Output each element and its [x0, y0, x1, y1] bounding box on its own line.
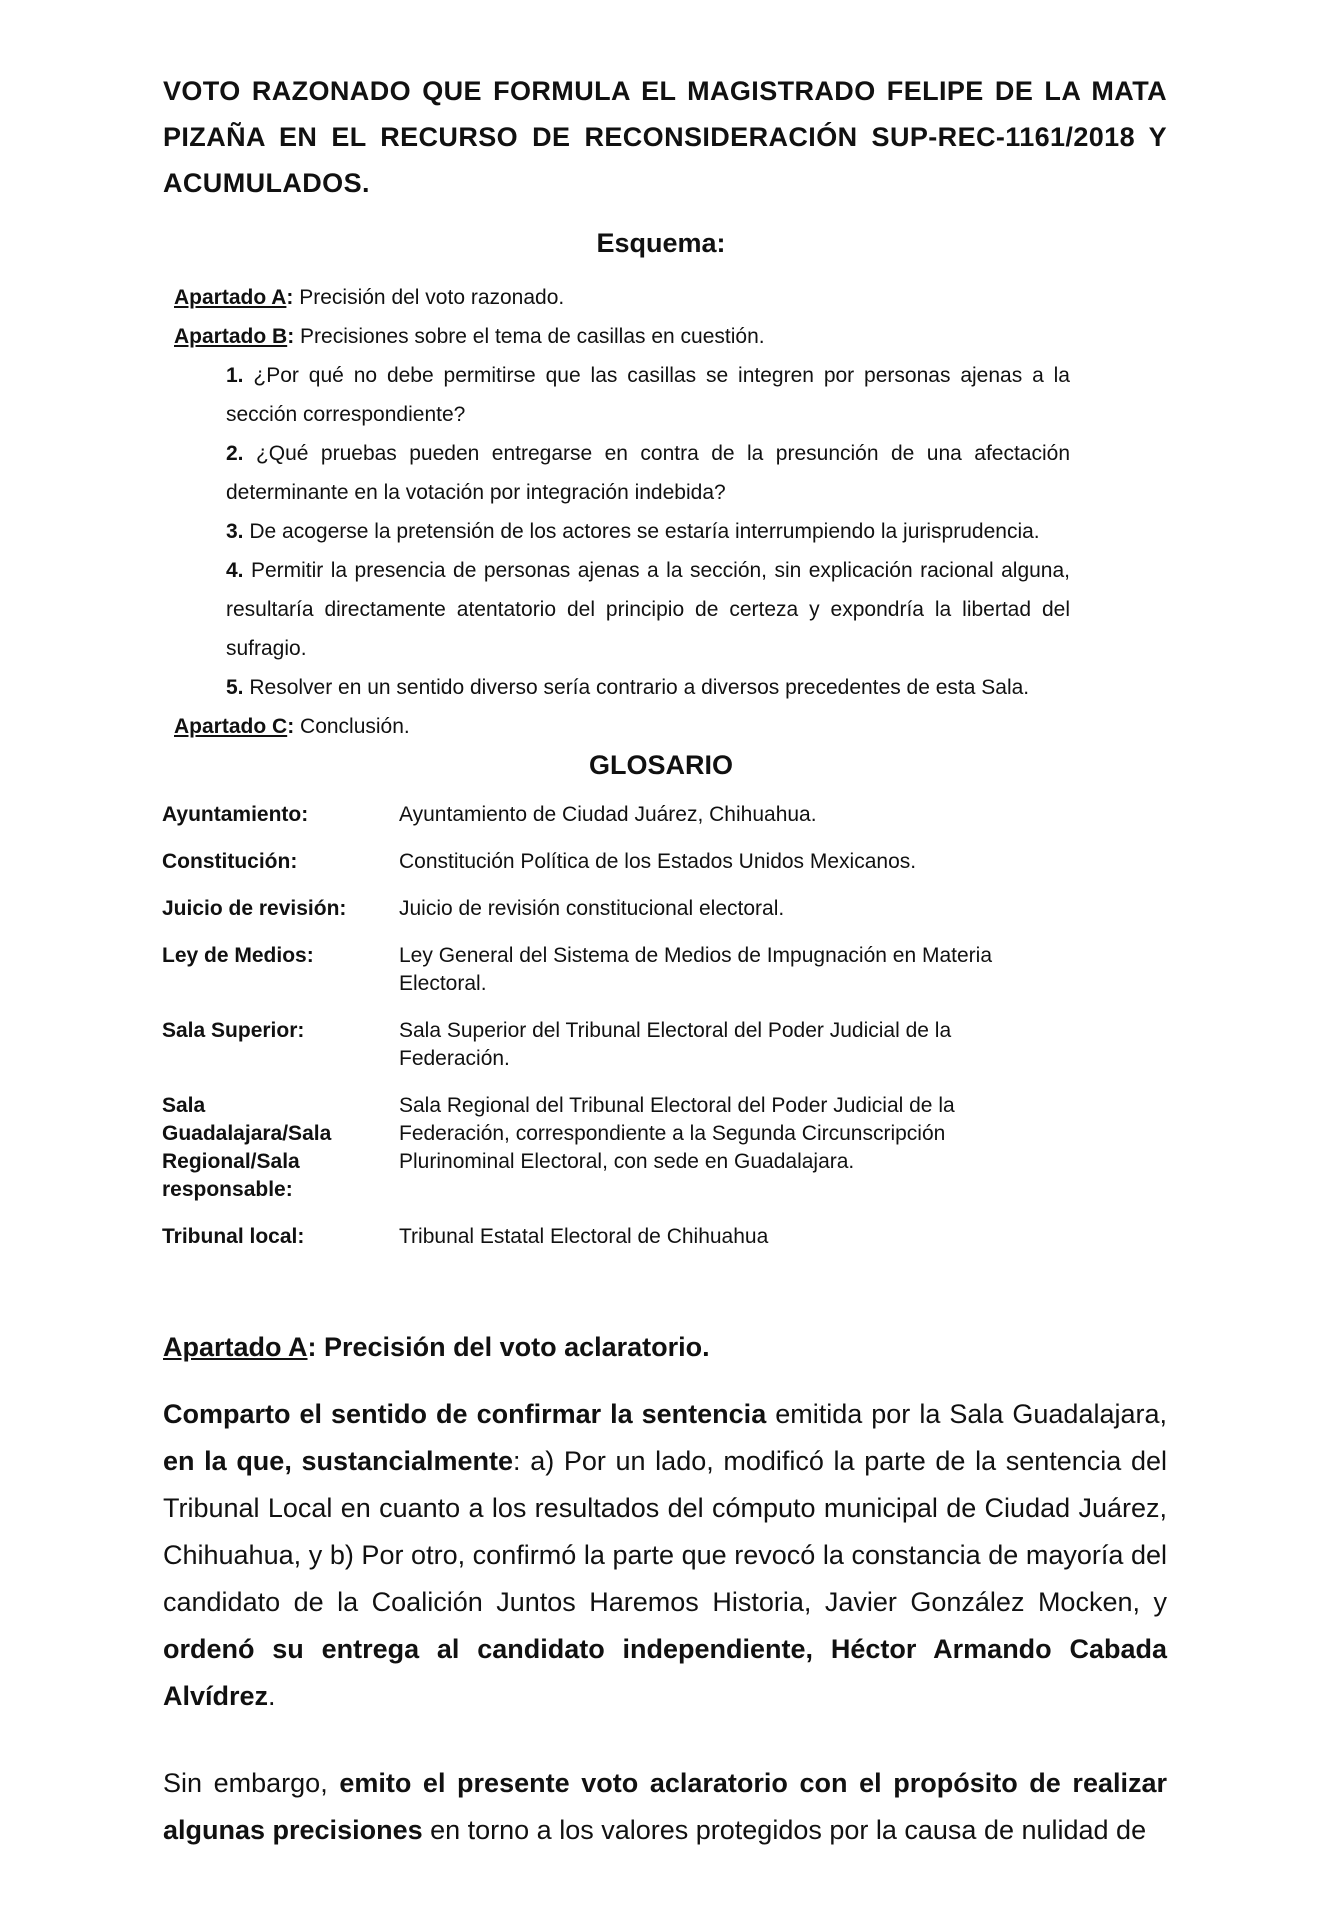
section-a-label: Apartado A: [163, 1332, 308, 1362]
apartado-b-text: Precisiones sobre el tema de casillas en cuestión.: [294, 325, 765, 348]
section-a-title: : Precisión del voto aclaratorio.: [307, 1332, 710, 1362]
apartado-c-text: Conclusión.: [294, 715, 410, 738]
glossary-entry: [162, 801, 1022, 829]
outline-item-text: ¿Qué pruebas pueden entregarse en contra de la presunción de una afectación determinante en la votación por integración indebida?: [226, 442, 1070, 504]
glossary-entry: [162, 1223, 1022, 1251]
document-title: VOTO RAZONADO QUE FORMULA EL MAGISTRADO FELIPE DE LA MATA PIZAÑA EN EL RECURSO DE RECONSIDERACIÓN SUP-REC-1161/2018 Y ACUMULADOS.: [163, 76, 1167, 198]
glossary-definition: Constitución Política de los Estados Unidos Mexicanos.: [399, 850, 917, 873]
apartado-c-colon: :: [287, 715, 295, 738]
outline-item-text: De acogerse la pretensión de los actores se estaría interrumpiendo la jurisprudencia.: [243, 520, 1040, 543]
glossary-entry: [162, 895, 1022, 923]
glossary-definition: Ayuntamiento de Ciudad Juárez, Chihuahua.: [399, 803, 817, 826]
esquema-outline: [174, 278, 1074, 746]
outline-item: [226, 551, 1070, 668]
glossary-term: Sala Superior:: [162, 1019, 305, 1042]
apartado-a-colon: :: [286, 286, 294, 309]
paragraph-1-text-1: emitida por la Sala Guadalajara,: [766, 1399, 1167, 1429]
apartado-a-label: Apartado A: [174, 286, 287, 309]
paragraph-1-bold-1: Comparto el sentido de confirmar la sentencia: [163, 1399, 767, 1429]
outline-item-text: Permitir la presencia de personas ajenas a la sección, sin explicación racional alguna, resultaría directamente atentatorio del principio de certeza y expondría la libertad del sufragio.: [226, 559, 1070, 660]
outline-item: [226, 356, 1070, 434]
outline-item-number: 3.: [226, 520, 244, 543]
outline-item-number: 5.: [226, 676, 244, 699]
glossary-definition: Sala Superior del Tribunal Electoral del Poder Judicial de la Federación.: [399, 1019, 952, 1070]
glossary-definition: Sala Regional del Tribunal Electoral del Poder Judicial de la Federación, correspondiente a la Segunda Circunscripción Plurinominal Electoral, con sede en Guadalajara.: [399, 1094, 955, 1173]
paragraph-2-text-1: Sin embargo,: [163, 1768, 340, 1798]
outline-item-text: Resolver en un sentido diverso sería contrario a diversos precedentes de esta Sala.: [243, 676, 1030, 699]
glossary-definition: Tribunal Estatal Electoral de Chihuahua: [399, 1225, 769, 1248]
glossary-term: Sala Guadalajara/Sala Regional/Sala responsable:: [162, 1094, 332, 1201]
glossary-entry: [162, 1092, 1022, 1204]
outline-item: [226, 434, 1070, 512]
glossary-table: [162, 801, 1022, 1270]
outline-apartado-c: [174, 707, 1074, 746]
outline-apartado-b: [174, 317, 1074, 356]
glossary-entry: [162, 1017, 1022, 1073]
outline-item-text: ¿Por qué no debe permitirse que las casillas se integren por personas ajenas a la sección correspondiente?: [226, 364, 1070, 426]
paragraph-2: [163, 1760, 1167, 1854]
paragraph-1-text-3: .: [268, 1681, 276, 1711]
paragraph-1-bold-2: en la que, sustancialmente: [163, 1446, 514, 1476]
outline-item-number: 1.: [226, 364, 244, 387]
paragraph-2-bold-1: emito el presente voto aclaratorio con el propósito de realizar algunas precisiones: [163, 1768, 1167, 1845]
glosario-heading: GLOSARIO: [588, 750, 733, 780]
glossary-entry: [162, 942, 1022, 998]
paragraph-1: [163, 1391, 1167, 1720]
glossary-term: Ley de Medios:: [162, 944, 314, 967]
outline-item: [226, 668, 1070, 707]
glossary-term: Constitución:: [162, 850, 298, 873]
glossary-term: Juicio de revisión:: [162, 897, 347, 920]
apartado-c-label: Apartado C: [174, 715, 288, 738]
glossary-definition: Juicio de revisión constitucional electoral.: [399, 897, 785, 920]
glossary-term: Ayuntamiento:: [162, 803, 309, 826]
outline-item-number: 4.: [226, 559, 244, 582]
paragraph-1-text-2: : a) Por un lado, modificó la parte de la sentencia del Tribunal Local en cuanto a los resultados del cómputo municipal de Ciudad Juárez, Chihuahua, y b) Por otro, confirmó la parte que revocó la constancia de mayoría del candidato de la Coalición Juntos Haremos Historia, Javier González Mocken, y: [163, 1446, 1167, 1617]
esquema-heading: Esquema:: [596, 228, 726, 258]
glossary-definition: Ley General del Sistema de Medios de Impugnación en Materia Electoral.: [399, 944, 993, 995]
apartado-b-colon: :: [287, 325, 295, 348]
paragraph-1-bold-3: ordenó su entrega al candidato independiente, Héctor Armando Cabada Alvídrez: [163, 1634, 1167, 1711]
apartado-a-text: Precisión del voto razonado.: [293, 286, 565, 309]
outline-apartado-a: [174, 278, 1074, 317]
section-a-heading: [163, 1332, 1167, 1363]
outline-item-number: 2.: [226, 442, 244, 465]
glossary-term: Tribunal local:: [162, 1225, 305, 1248]
paragraph-2-text-2: en torno a los valores protegidos por la causa de nulidad de: [422, 1815, 1147, 1845]
apartado-b-label: Apartado B: [174, 325, 288, 348]
glossary-entry: [162, 848, 1022, 876]
outline-item: [226, 512, 1070, 551]
